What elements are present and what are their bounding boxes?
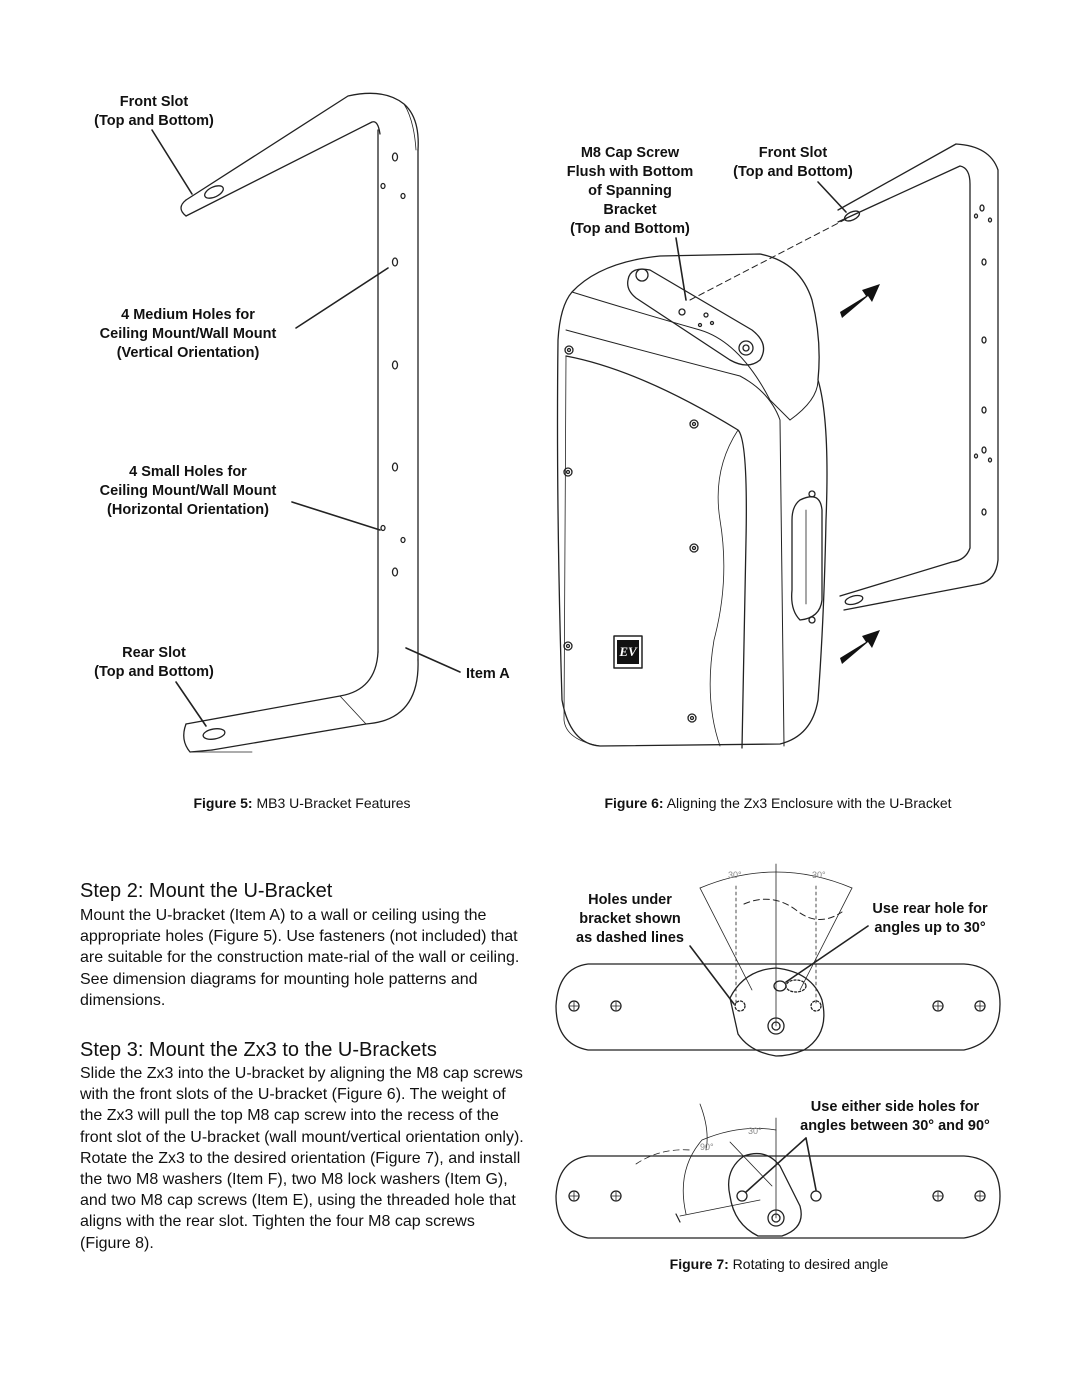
- step-2-body: Mount the U-bracket (Item A) to a wall or ceiling using the appropriate holes (Figure 5). Use fasteners (not included) that are suitable for the construction mate-rial of the wall or ceiling. See dimension diagrams for mounting hole patterns and dimensions.: [80, 907, 520, 1009]
- label-item-a: Item A: [466, 666, 510, 682]
- step-2-heading: Step 2: Mount the U-Bracket: [80, 880, 333, 902]
- figure-7-caption-text: Rotating to desired angle: [732, 1256, 889, 1272]
- figure-7-caption: [620, 1256, 938, 1272]
- figure-5-caption-text: MB3 U-Bracket Features: [256, 795, 411, 811]
- angle-label-left: 30°: [728, 870, 742, 880]
- figure-6-caption: [560, 795, 996, 811]
- label-medium-holes: 4 Medium Holes for Ceiling Mount/Wall Mount (Vertical Orientation): [99, 307, 277, 361]
- figure-7-caption-prefix: Figure 7:: [669, 1256, 729, 1272]
- label-rear-slot: Rear Slot (Top and Bottom): [94, 645, 214, 680]
- label-side-holes: Use either side holes for angles between 30° and 90°: [800, 1099, 990, 1134]
- label-small-holes: 4 Small Holes for Ceiling Mount/Wall Mount (Horizontal Orientation): [99, 464, 277, 518]
- label-rear-hole: Use rear hole for angles up to 30°: [872, 901, 988, 936]
- label-front-slot-fig6: Front Slot (Top and Bottom): [733, 145, 853, 180]
- step-3-body: Slide the Zx3 into the U-bracket by aligning the M8 cap screws with the front slots of the U-bracket (Figure 6). The weight of the Zx3 will pull the top M8 cap screw into the recess of the front slot of the U-bracket (wall mount/vertical orientation only). Rotate the Zx3 to the desired orientation (Figure 7), and install the two M8 washers (Item F), two M8 lock washers (Item G), and two M8 cap screws (Item E), using the threaded hole that aligns with the rear slot. Tighten the four M8 cap screws (Figure 8).: [80, 1065, 524, 1252]
- label-holes-under: Holes under bracket shown as dashed lines: [576, 892, 684, 946]
- step-3-heading: Step 3: Mount the Zx3 to the U-Brackets: [80, 1039, 437, 1061]
- figure-6-caption-prefix: Figure 6:: [604, 795, 664, 811]
- ev-logo: EV: [617, 640, 639, 664]
- figure-5-caption: [120, 795, 484, 811]
- angle-label-ninety: 90°: [700, 1142, 714, 1152]
- label-front-slot-fig5: Front Slot (Top and Bottom): [94, 94, 214, 129]
- angle-label-right: 30°: [812, 870, 826, 880]
- angle-label-mid: 30°: [748, 1126, 762, 1136]
- label-m8-cap-screw: M8 Cap Screw Flush with Bottom of Spanning Bracket (Top and Bottom): [566, 145, 694, 237]
- figure-5-caption-prefix: Figure 5:: [193, 795, 253, 811]
- figure-6-caption-text: Aligning the Zx3 Enclosure with the U-Bracket: [666, 795, 952, 811]
